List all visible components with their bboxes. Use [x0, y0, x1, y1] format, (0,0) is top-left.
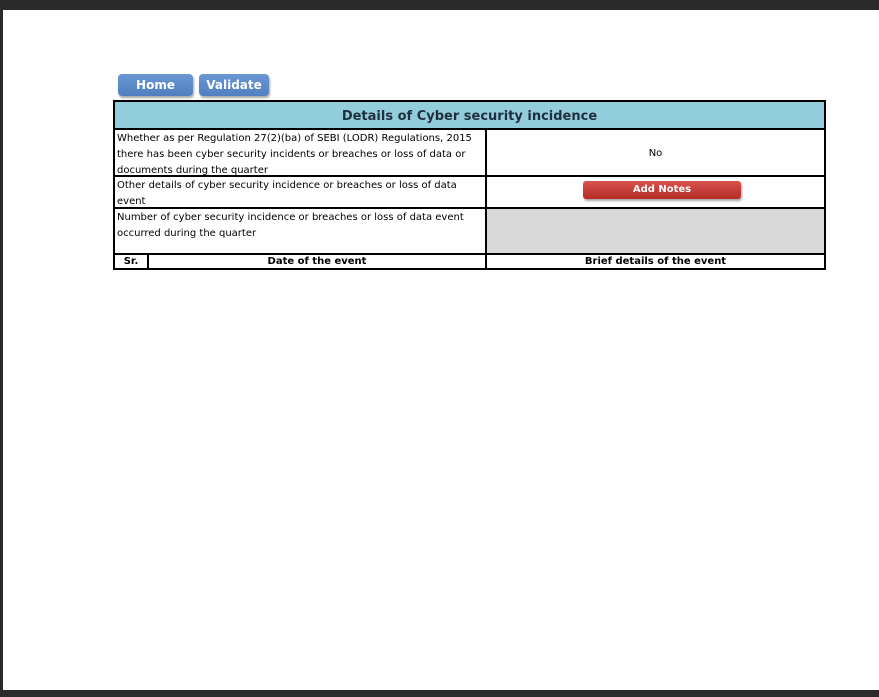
table-title: Details of Cyber security incidence [113, 100, 826, 130]
notes-cell [487, 177, 824, 207]
validate-button[interactable]: Validate [199, 74, 269, 96]
column-header-date: Date of the event [149, 255, 487, 268]
cyber-security-table [113, 100, 826, 270]
incident-answer-cell[interactable]: No [648, 148, 663, 159]
question-cell: Number of cyber security incidence or breaches or loss of data event occurred during the quarter [115, 209, 487, 253]
table-row [113, 209, 826, 255]
table-row [113, 130, 826, 177]
question-cell: Other details of cyber security incidence or breaches or loss of data event [115, 177, 487, 207]
incident-count-cell [487, 209, 824, 253]
question-cell: Whether as per Regulation 27(2)(ba) of SEBI (LODR) Regulations, 2015 there has been cyber security incidents or breaches or loss of data or documents during the quarter [115, 130, 487, 175]
table-row [113, 177, 826, 209]
column-header-sr: Sr. [115, 255, 149, 268]
events-header-row [113, 255, 826, 270]
column-header-brief: Brief details of the event [584, 256, 727, 267]
home-button[interactable]: Home [118, 74, 193, 96]
sheet-page [3, 10, 879, 690]
add-notes-button[interactable]: Add Notes [583, 181, 741, 199]
